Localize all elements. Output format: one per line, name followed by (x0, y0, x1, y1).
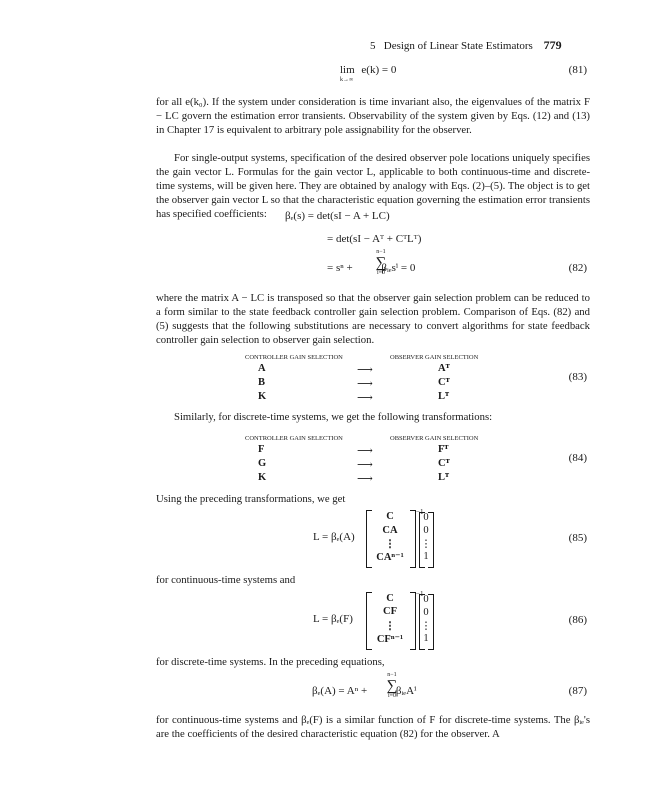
equation-number-83: (83) (568, 371, 587, 383)
paragraph-5 (156, 492, 590, 506)
equation-82-line-2: = det(sI − Aᵀ + CᵀLᵀ) (327, 233, 422, 245)
paragraph-8 (156, 713, 590, 741)
chapter-title: Design of Linear State Estimators (383, 40, 533, 52)
table-cell: K (258, 391, 267, 402)
equation-82-line-1: βₑ(s) = det(sI − A + LC) (285, 210, 390, 222)
equation-number-85: (85) (568, 532, 587, 544)
eq87-tail: βᵢₑAⁱ (395, 685, 417, 697)
matrix-right-bracket (410, 510, 416, 568)
paragraph-text: Using the preceding transformations, we get (156, 493, 346, 505)
table-cell: Lᵀ (438, 472, 450, 483)
vector-entry: ⋮ (420, 621, 432, 632)
paragraph-text: for continuous-time systems and (156, 574, 296, 586)
arrow-icon: ⟶ (357, 473, 373, 485)
transformation-table-83 (245, 354, 525, 404)
equation-85-lhs: L = βₑ(A) (313, 531, 355, 543)
chapter-number: 5 (370, 40, 376, 52)
equation-81 (340, 64, 397, 83)
sigma-icon: ∑ (375, 255, 387, 271)
matrix-row: C (386, 511, 394, 522)
table-cell: K (258, 472, 267, 483)
equation-number-86: (86) (568, 614, 587, 626)
eq82-tail: βᵢₑsⁱ = 0 (381, 262, 416, 274)
arrow-icon: ⟶ (357, 378, 373, 390)
vector-entry: 1 (423, 633, 429, 644)
vector-entry: 0 (423, 594, 429, 605)
vector-entry: ⋮ (420, 539, 432, 550)
sum-lower-limit: i=0 (387, 693, 397, 699)
paragraph-1 (156, 95, 590, 137)
table-cell: B (258, 377, 266, 388)
table-header-observer: OBSERVER GAIN SELECTION (390, 354, 479, 361)
paragraph-6 (156, 573, 590, 587)
vector-right-bracket (428, 594, 434, 650)
matrix-row: CA (382, 525, 398, 536)
matrix-row: CAⁿ⁻¹ (376, 552, 404, 563)
summation-sign (382, 672, 402, 700)
equation-82-line-3 (327, 249, 416, 276)
table-cell: Aᵀ (438, 363, 450, 374)
table-cell: Fᵀ (438, 444, 449, 455)
inverse-exponent: −1 (416, 590, 424, 598)
equation-number-84: (84) (568, 452, 587, 464)
paragraph-text: for continuous-time systems and βₑ(F) is a similar function of F for discrete-time systems. The βᵢₑ's are the coefficients of the desired characteristic equation (82) for the observer. A (156, 714, 590, 741)
eq82-lead: = sⁿ + (327, 262, 353, 274)
vector-entry: 0 (423, 525, 429, 536)
transformation-table-84 (245, 435, 525, 485)
table-cell: F (258, 444, 265, 455)
table-header-controller: CONTROLLER GAIN SELECTION (245, 435, 343, 442)
paragraph-text: For single-output systems, specification of the desired observer pole locations uniquely specifies the gain vector L. Formulas for the gain vector L, applicable to both continuous-time and discrete-time systems, will be given here. They are obtained by analogy with Eqs. (2)–(5). The object is to get the observer gain vector L so that the characteristic equation governing the estimation error transients has specified coefficients: (156, 152, 590, 221)
lim-operator: lim (340, 64, 355, 76)
eq87-lead: βₑ(A) = Aⁿ + (312, 685, 368, 697)
arrow-icon: ⟶ (357, 392, 373, 404)
summation-sign (371, 249, 391, 277)
table-cell: Lᵀ (438, 391, 450, 402)
table-cell: A (258, 363, 266, 374)
paragraph-text: for all e(k₀). If the system under consideration is time invariant also, the eigenvalues of the matrix F − LC govern the estimation error transients. Observability of the system given by Eqs. (12) and (13) in Chapter 17 is equivalent to arbitrary pole assignability for the observer. (156, 96, 590, 137)
equation-number-87: (87) (568, 685, 587, 697)
paragraph-text: where the matrix A − LC is transposed so that the observer gain selection problem can be reduced to a form similar to the state feedback controller gain selection problem. Comparison of Eqs. (82) and (5) suggests that the following substitutions are necessary to convert algorithms for state feedback controller gain selection to observer gain selection. (156, 292, 590, 347)
eq81-body: e(k) = 0 (361, 64, 397, 76)
paragraph-4 (156, 410, 590, 424)
matrix-row: CFⁿ⁻¹ (376, 634, 404, 645)
sum-upper-limit: n−1 (376, 249, 386, 255)
paragraph-text: Similarly, for discrete-time systems, we get the following transformations: (174, 411, 493, 423)
sigma-icon: ∑ (386, 678, 398, 694)
arrow-icon: ⟶ (357, 459, 373, 471)
table-cell: Cᵀ (438, 377, 450, 388)
table-cell: Cᵀ (438, 458, 450, 469)
running-header (370, 38, 588, 53)
vector-entry: 1 (423, 551, 429, 562)
vector-entry: 0 (423, 607, 429, 618)
matrix-row: C (386, 593, 394, 604)
sum-lower-limit: i=0 (376, 270, 386, 276)
arrow-icon: ⟶ (357, 364, 373, 376)
table-header-observer: OBSERVER GAIN SELECTION (390, 435, 479, 442)
matrix-row: CF (383, 606, 397, 617)
vector-entry: 0 (423, 512, 429, 523)
paragraph-3 (156, 291, 590, 347)
page-number: 779 (543, 38, 562, 52)
matrix-right-bracket (410, 592, 416, 650)
inverse-exponent: −1 (416, 508, 424, 516)
equation-86-lhs: L = βₑ(F) (313, 613, 353, 625)
equation-number-81: (81) (568, 64, 587, 76)
equation-number-82: (82) (568, 262, 587, 274)
equation-87 (312, 672, 417, 699)
sum-upper-limit: n−1 (387, 672, 397, 678)
arrow-icon: ⟶ (357, 445, 373, 457)
paragraph-text: for discrete-time systems. In the preceding equations, (156, 656, 385, 668)
table-cell: G (258, 458, 267, 469)
vector-right-bracket (428, 512, 434, 568)
paragraph-7 (156, 655, 590, 669)
matrix-row: ⋮ (384, 539, 396, 550)
table-header-controller: CONTROLLER GAIN SELECTION (245, 354, 343, 361)
lim-subscript: k→∞ (340, 77, 354, 83)
matrix-row: ⋮ (384, 621, 396, 632)
